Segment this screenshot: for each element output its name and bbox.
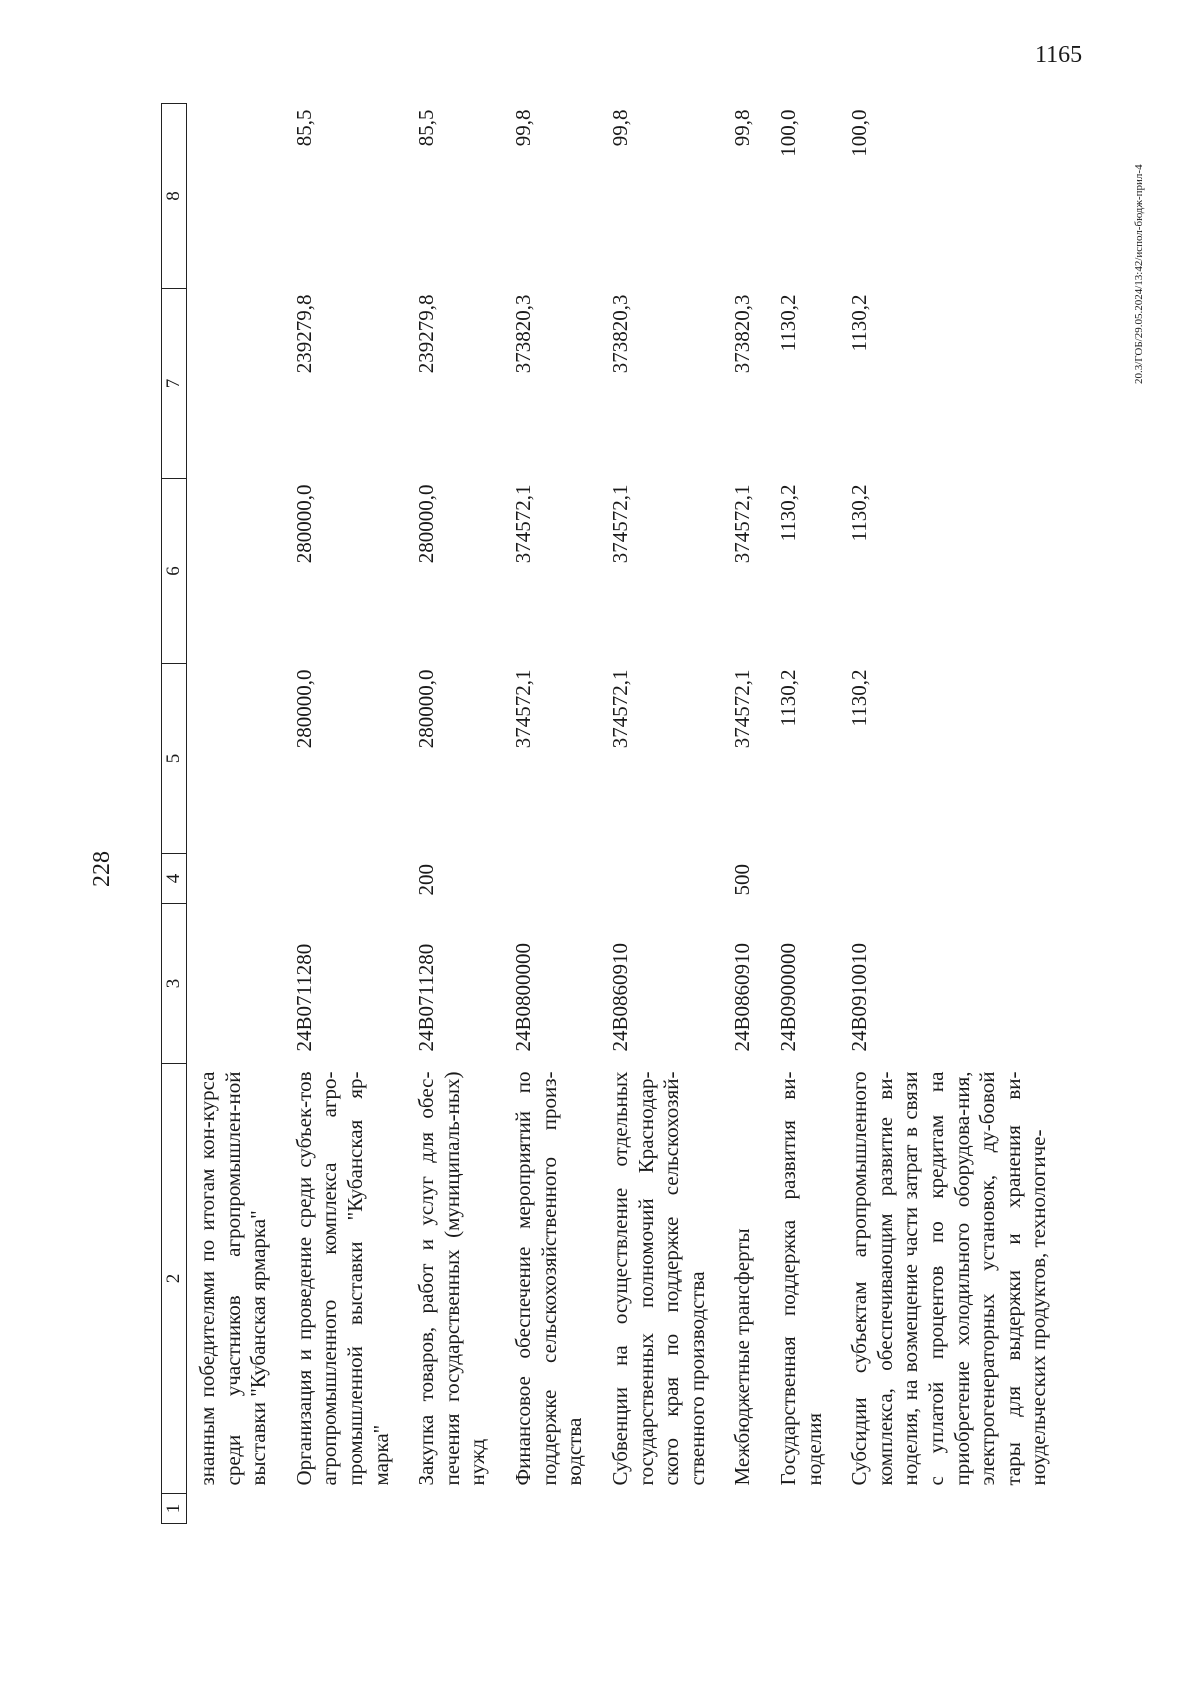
row-name: Финансовое обеспечение мероприятий по поддержке сельскохозяйственного произ-водства xyxy=(511,1071,587,1486)
table-row xyxy=(503,104,600,1524)
row-col6: 1130,2 xyxy=(775,484,800,542)
row-col8: 99,8 xyxy=(730,109,755,147)
column-header: 7 xyxy=(162,289,187,479)
row-col5 xyxy=(187,664,284,854)
row-col8: 85,5 xyxy=(414,109,439,147)
row-type xyxy=(768,854,839,904)
row-name: Закупка товаров, работ и услуг для обес-печения государственных (муниципаль-ных) нужд xyxy=(414,1071,490,1486)
row-col5: 1130,2 xyxy=(775,669,800,727)
sheet-number: 1165 xyxy=(1035,42,1083,68)
column-header: 4 xyxy=(162,854,187,904)
row-type xyxy=(284,854,406,904)
row-name: Организация и проведение среди субъек-тов агропромышленного комплекса агро-промышленной выставки "Кубанская яр-марка" xyxy=(291,1071,393,1486)
row-col7: 239279,8 xyxy=(291,294,316,374)
table-row xyxy=(722,104,768,1524)
column-header: 5 xyxy=(162,664,187,854)
table-row xyxy=(284,104,406,1524)
row-col5: 280000,0 xyxy=(291,669,316,749)
row-code: 24В0711280 xyxy=(291,943,316,1052)
column-header: 1 xyxy=(162,1494,187,1524)
row-code: 24В0860910 xyxy=(730,942,755,1052)
row-code xyxy=(187,904,284,1064)
row-col6: 280000,0 xyxy=(414,484,439,564)
table-row xyxy=(600,104,722,1524)
row-col5: 374572,1 xyxy=(607,669,632,749)
row-type: 200 xyxy=(414,864,439,896)
column-header: 2 xyxy=(162,1064,187,1494)
row-col6: 374572,1 xyxy=(730,484,755,564)
row-code: 24В0800000 xyxy=(511,942,536,1052)
row-col7: 239279,8 xyxy=(414,294,439,374)
row-name: Субвенции на осуществление отдельных государственных полномочий Краснодар-ского края по поддержке сельскохозяй-ственного производства xyxy=(607,1071,709,1486)
row-col7: 1130,2 xyxy=(775,294,800,352)
row-col8: 99,8 xyxy=(511,109,536,147)
row-col6: 374572,1 xyxy=(607,484,632,564)
row-type: 500 xyxy=(730,864,755,896)
row-col7: 1130,2 xyxy=(847,294,872,352)
budget-table xyxy=(161,103,1064,1524)
row-type xyxy=(839,854,1064,904)
row-code: 24В0860910 xyxy=(607,942,632,1052)
row-type xyxy=(503,854,600,904)
row-col7: 373820,3 xyxy=(730,294,755,374)
row-col5: 374572,1 xyxy=(511,669,536,749)
row-type xyxy=(600,854,722,904)
row-code: 24В0910010 xyxy=(847,942,872,1052)
table-row xyxy=(406,104,503,1524)
document-page xyxy=(25,34,1175,1694)
row-col6: 1130,2 xyxy=(847,484,872,542)
row-col8: 100,0 xyxy=(847,109,872,157)
row-col7: 373820,3 xyxy=(511,294,536,374)
row-col7: 373820,3 xyxy=(607,294,632,374)
row-col8 xyxy=(187,104,284,289)
row-name: Межбюджетные трансферты xyxy=(730,1228,755,1486)
row-code: 24В0900000 xyxy=(775,942,800,1052)
row-col8: 85,5 xyxy=(291,109,316,147)
table-row xyxy=(839,104,1064,1524)
column-header: 6 xyxy=(162,479,187,664)
row-code: 24В0711280 xyxy=(414,943,439,1052)
row-type xyxy=(187,854,284,904)
column-header: 3 xyxy=(162,904,187,1064)
row-name: Субсидии субъектам агропромышленного комплекса, обеспечивающим развитие ви-ноделия, на возмещение части затрат в связи с уплатой процентов по кредитам на приобретение холодильного оборудова-ния, электрогенераторных установок, ду-бовой тары для выдержки и хранения ви-ноудельческих продуктов, технологиче- xyxy=(847,1071,1051,1486)
row-col6: 374572,1 xyxy=(511,484,536,564)
row-name: Государственная поддержка развития ви-ноделия xyxy=(775,1071,826,1486)
table-row xyxy=(187,104,284,1524)
document-file-code: 20.3/ГОБ/29.05.2024/13:42/испол-бюдж-прил-4 xyxy=(1133,164,1145,384)
row-col8: 100,0 xyxy=(775,109,800,157)
row-col8: 99,8 xyxy=(607,109,632,147)
row-col5: 1130,2 xyxy=(847,669,872,727)
header-row xyxy=(162,104,187,1524)
row-col6 xyxy=(187,479,284,664)
column-header: 8 xyxy=(162,104,187,289)
row-col5: 374572,1 xyxy=(730,669,755,749)
table-row xyxy=(768,104,839,1524)
row-col7 xyxy=(187,289,284,479)
row-name: знанным победителями по итогам кон-курса среди участников агропромышлен-ной выставки "Кубанская ярмарка" xyxy=(195,1071,271,1486)
page-number: 228 xyxy=(89,851,115,887)
row-col5: 280000,0 xyxy=(414,669,439,749)
row-col6: 280000,0 xyxy=(291,484,316,564)
